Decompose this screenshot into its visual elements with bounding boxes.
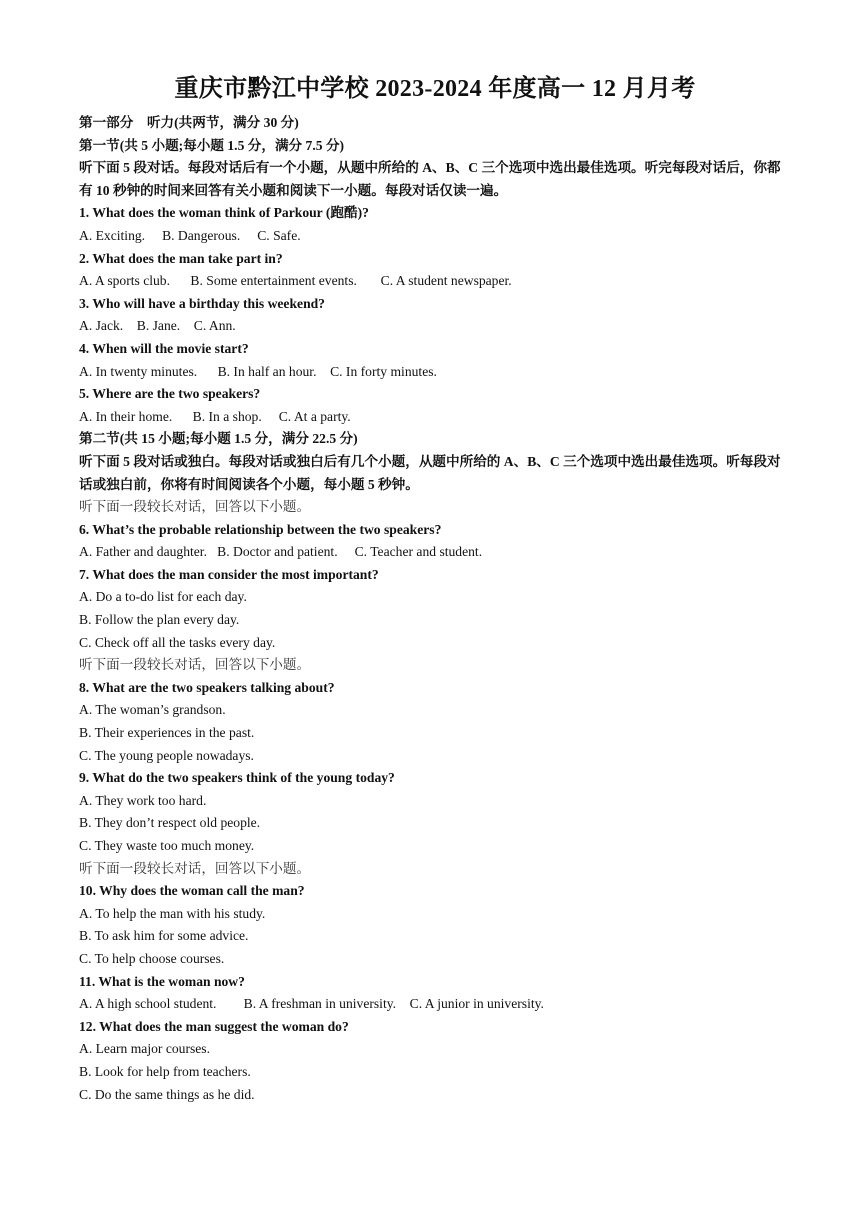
question-7-option-c: C. Check off all the tasks every day.: [79, 634, 276, 650]
question-11-stem: 11. What is the woman now?: [79, 973, 245, 989]
question-9-option-b: B. They don’t respect old people.: [79, 815, 261, 831]
question-9-option-c: C. They waste too much money.: [79, 838, 255, 853]
question-4-options: A. In twenty minutes. B. In half an hour. C. In forty minutes.: [79, 363, 437, 379]
question-2-options: A. A sports club. B. Some entertainment events. C. A student newspaper.: [79, 273, 512, 289]
question-10-stem: 10. Why does the woman call the man?: [79, 883, 305, 899]
question-10-option-b: B. To ask him for some advice.: [79, 928, 249, 944]
question-10-option-a: A. To help the man with his study.: [79, 905, 266, 921]
question-11-options: A. A high school student. B. A freshman in university. C. A junior in university.: [79, 996, 544, 1012]
question-7-stem: 7. What does the man consider the most important?: [79, 566, 379, 582]
question-10-option-c: C. To help choose courses.: [79, 950, 225, 966]
question-12-option-c: C. Do the same things as he did.: [79, 1086, 255, 1102]
question-8-option-a: A. The woman’s grandson.: [79, 702, 226, 718]
exam-title: 重庆市黔江中学校 2023-2024 年度高一 12 月月考: [174, 76, 696, 102]
section-two-heading: 第二节(共 15 小题;每小题 1.5 分，满分 22.5 分): [79, 431, 358, 447]
question-12-stem: 12. What does the man suggest the woman do?: [79, 1018, 349, 1034]
question-3-stem: 3. Who will have a birthday this weekend?: [79, 295, 325, 311]
question-7-option-b: B. Follow the plan every day.: [79, 612, 240, 628]
dialogue-hint: 听下面一段较长对话，回答以下小题。: [79, 657, 311, 673]
question-1-options: A. Exciting. B. Dangerous. C. Safe.: [79, 227, 301, 243]
question-8-option-c: C. The young people nowadays.: [79, 747, 254, 763]
question-6-stem: 6. What’s the probable relationship between the two speakers?: [79, 521, 442, 537]
section-one-heading: 第一节(共 5 小题;每小题 1.5 分，满分 7.5 分): [79, 137, 345, 153]
question-5-options: A. In their home. B. In a shop. C. At a party.: [79, 408, 351, 424]
question-2-stem: 2. What does the man take part in?: [79, 250, 283, 266]
dialogue-hint: 听下面一段较长对话，回答以下小题。: [79, 860, 311, 876]
question-12-option-a: A. Learn major courses.: [79, 1041, 210, 1057]
question-6-options: A. Father and daughter. B. Doctor and patient. C. Teacher and student.: [79, 544, 483, 560]
question-9-stem: 9. What do the two speakers think of the young today?: [79, 770, 395, 786]
question-7-option-a: A. Do a to-do list for each day.: [79, 589, 247, 605]
question-9-option-a: A. They work too hard.: [79, 792, 207, 808]
section-one-instructions: 听下面 5 段对话。每段对话后有一个小题，从题中所给的 A、B、C 三个选项中选出最佳选项。听完每段对话后，你都有 10 秒钟的时间来回答有关小题和阅读下一小题。每段对话仅读一遍。: [79, 160, 781, 198]
question-12-option-b: B. Look for help from teachers.: [79, 1063, 251, 1079]
question-8-option-b: B. Their experiences in the past.: [79, 725, 255, 741]
part-one-heading: 第一部分 听力(共两节，满分 30 分): [79, 115, 299, 130]
dialogue-hint: 听下面一段较长对话，回答以下小题。: [79, 499, 311, 515]
question-1-stem: 1. What does the woman think of Parkour (跑酷)?: [79, 205, 369, 221]
question-5-stem: 5. Where are the two speakers?: [79, 386, 261, 402]
section-two-instructions: 听下面 5 段对话或独白。每段对话或独白后有几个小题，从题中所给的 A、B、C 三个选项中选出最佳选项。听每段对话或独白前，你将有时间阅读各个小题，每小题 5 秒钟。: [79, 453, 781, 492]
question-4-stem: 4. When will the movie start?: [79, 340, 249, 356]
question-3-options: A. Jack. B. Jane. C. Ann.: [79, 318, 236, 334]
question-8-stem: 8. What are the two speakers talking about?: [79, 679, 335, 695]
exam-page: [79, 70, 791, 1106]
